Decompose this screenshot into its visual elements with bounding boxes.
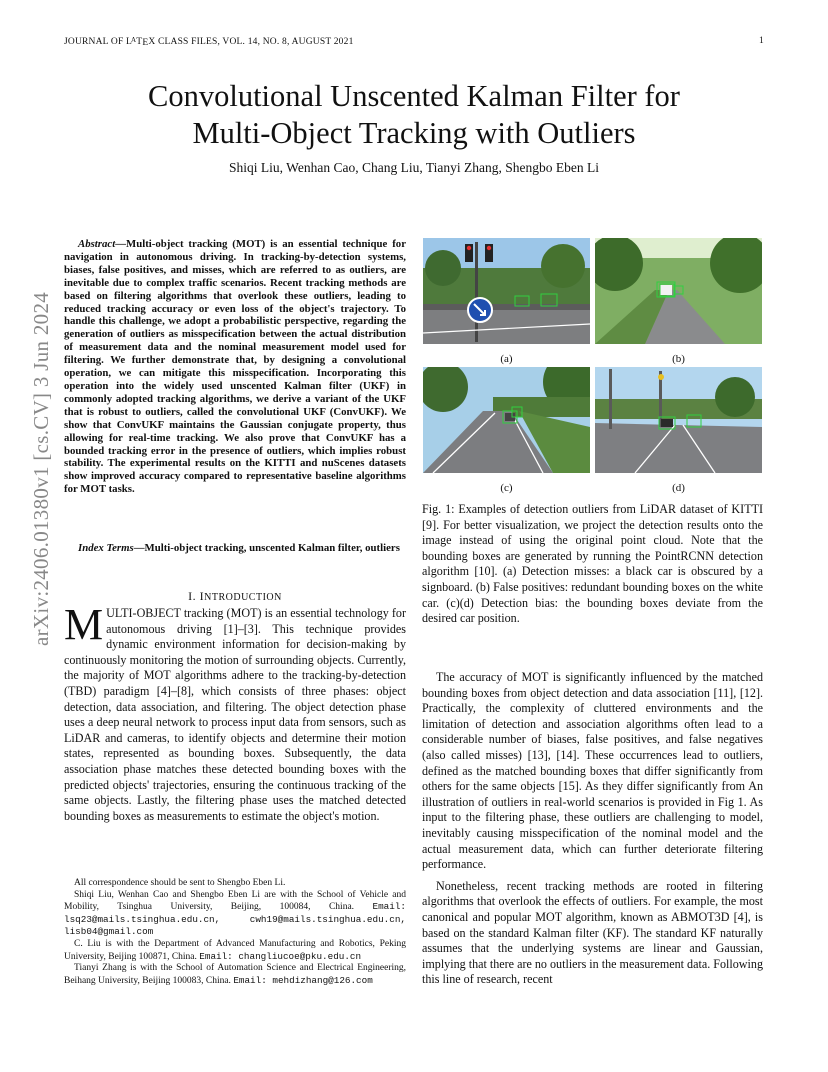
drop-cap: M <box>64 600 104 649</box>
paper-title <box>64 78 764 152</box>
figure-label-a: (a) <box>500 353 513 365</box>
page-number: 1 <box>759 36 764 46</box>
author-list: Shiqi Liu, Wenhan Cao, Chang Liu, Tianyi Zhang, Shengbo Eben Li <box>229 160 599 175</box>
abstract-text: —Multi-object tracking (MOT) is an essential technique for navigation in autonomous driving. In tracking-by-detection systems, biases, false positives, and misses, which are referred to as outliers, are inevitable due to complex traffic scenarios. Recent tracking methods are based on filtering algorithms that overlook these outliers, leading to reduced tracking accuracy or even loss of the object's trajectory. To handle this challenge, we adopt a probabilistic perspective, regarding the generation of outliers as misspecification between the actual distribution of measurement data and the nominal measurement model used for filtering. We further demonstrate that, by designing a convolutional operation, we can mitigate this misspecification. Incorporating this operation into the widely used unscented Kalman filter (UKF) in commonly adopted tracking algorithms, we derive a variant of the UKF that is robust to outliers, called the convolutional UKF (ConvUKF). We show that ConvUKF maintains the Gaussian conjugate property, thus allowing for real-time tracking. We also prove that ConvUKF has a bounded tracking error in the presence of outliers, which implies robust stability. The experimental results on the KITTI and nuScenes datasets show improved accuracy compared to representative baseline algorithms for MOT tasks. <box>64 238 406 496</box>
title-line-1: Convolutional Unscented Kalman Filter for <box>148 79 680 113</box>
right-column-text <box>422 670 763 988</box>
footnote-affiliation-2: C. Liu is with the Department of Advanced Manufacturing and Robotics, Peking University, Beijing 100871, China. Email: changliucoe@pku.edu.cn <box>64 938 406 962</box>
journal-name: JOURNAL OF $L^ATEX$ CLASS FILES, VOL. 14, NO. 8, AUGUST 2021 <box>64 36 354 48</box>
footnotes <box>64 878 406 987</box>
title-line-2: Multi-Object Tracking with Outliers <box>192 116 636 150</box>
footnote-affiliation-1: Shiqi Liu, Wenhan Cao and Shengbo Eben Li are with the School of Vehicle and Mobility, Tsinghua University, Beijing, 100084, China. Email: lsq23@mails.tsinghua.edu.cn, cwh19@mails.tsinghua.edu.cn, lisb04@gmail.com <box>64 889 406 938</box>
footnote-correspondence: All correspondence should be sent to Shengbo Eben Li. <box>74 878 286 888</box>
figure-photo-c <box>423 367 590 473</box>
index-terms-text: —Multi-object tracking, unscented Kalman filter, outliers <box>133 542 400 554</box>
figure-photo-a <box>423 238 590 344</box>
footnote-affiliation-3: Tianyi Zhang is with the School of Automation Science and Electrical Engineering, Beihang University, Beijing 100083, China. Email: mehdizhang@126.com <box>64 963 406 986</box>
intro-paragraph <box>64 600 406 824</box>
index-terms-label: Index Terms <box>78 542 134 554</box>
figure-caption: Fig. 1: Examples of detection outliers from LiDAR dataset of KITTI [9]. For better visualization, we project the detection results onto the image instead of using the original point cloud. Note that the bounding boxes are generated by running the PointRCNN detection algorithm [10]. (a) Detection misses: a black car is obscured by a signboard. (b) False positives: redundant bounding boxes on the white car. (c)(d) Detection bias: the bounding boxes deviate from the desired car position. <box>422 502 763 626</box>
intro-text: ULTI-OBJECT tracking (MOT) is an essential technology for autonomous driving [1]–[3]. This technique provides dynamic environment information for decision-making by continuously monitoring the motion of surrounding objects. Currently, the majority of MOT algorithms adhere to the tracking-by-detection (TBD) paradigm [4]–[8], which consists of three phases: object detection, data association, and filtering. The object detection phase uses a deep neural network to process input data from sensors, such as LiDAR and cameras, to identify objects and determine their motion states, represented as bounding boxes. Subsequently, the data association phase matches these detected bounding boxes with the predicted objects' trajectories, ensuring the continuous tracking of the same objects. Lastly, the filtering phase uses the matched detected bounding boxes as measurements to estimate the object's motion. <box>64 606 406 823</box>
index-terms <box>64 542 406 555</box>
abstract-label: Abstract <box>78 238 116 250</box>
paragraph-accuracy: The accuracy of MOT is significantly influenced by the matched bounding boxes from object detection and data association [11], [12]. Practically, the complexity of cluttered environments and the limitation of detection and association algorithms often lead to a considerable number of biases, false positives, and false negatives (also called misses) [13], [14]. These occurrences lead to outliers, defined as the matched bounding boxes that differ significantly from others for the same objects [15]. As they differ significantly from An illustration of outliers in real-world scenarios is provided in Fig 1. As input to the filtering phase, these outliers are challenging to model, inevitably causing misspecification of the nominal model and the actual measurement data, which can further deteriorate filtering performance. <box>422 670 763 872</box>
paragraph-nonetheless: Nonetheless, recent tracking methods are rooted in filtering algorithms that overlook the effects of outliers. For example, the most canonical and popular MOT algorithm, known as ABMOT3D [4], is based on the standard Kalman filter (KF). The standard KF naturally assumes that the underlying systems are linear and Gaussian, implying that there are no outliers in the measurement data. Following this line of research, recent <box>422 878 763 987</box>
arxiv-stamp: arXiv:2406.01380v1 [cs.CV] 3 Jun 2024 <box>29 291 53 646</box>
figure-label-b: (b) <box>672 353 685 365</box>
running-head <box>64 36 764 48</box>
abstract <box>64 238 406 496</box>
figure-label-d: (d) <box>672 482 685 494</box>
figure-label-c: (c) <box>500 482 513 494</box>
section-heading: I. INTRODUCTION <box>188 589 282 603</box>
figure-photo-d <box>595 367 762 473</box>
figure-photo-b <box>595 238 762 344</box>
